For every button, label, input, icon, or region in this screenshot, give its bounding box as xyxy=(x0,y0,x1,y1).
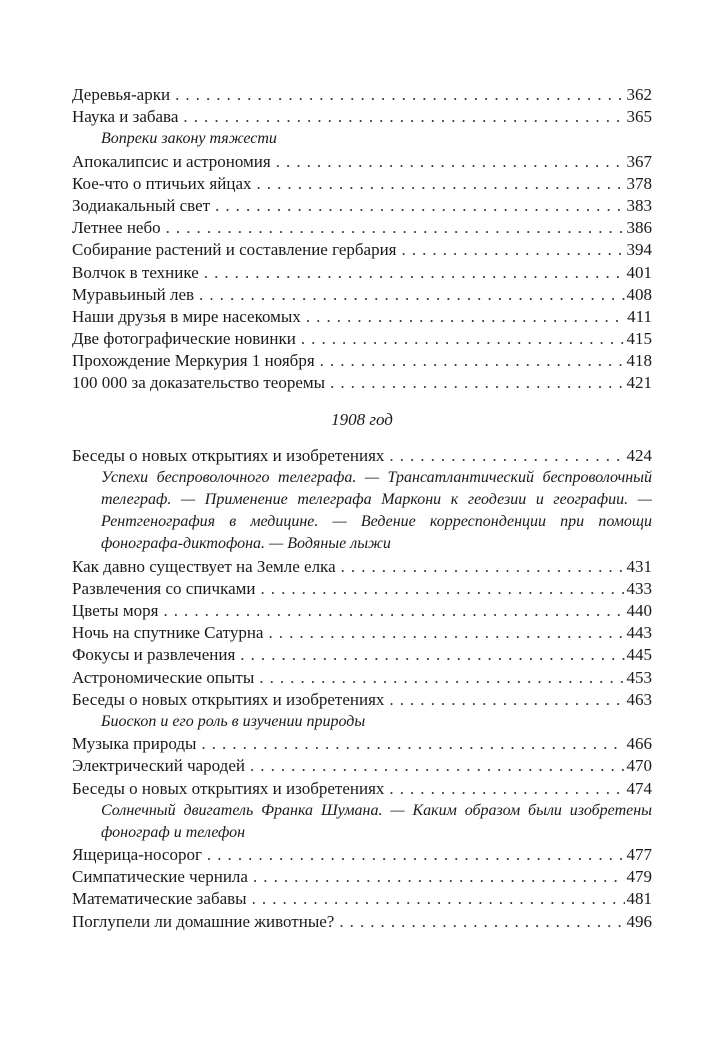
entry-page: 463 xyxy=(626,689,652,709)
entry-title: Две фотографические новинки xyxy=(72,329,296,349)
toc-entry xyxy=(72,689,652,711)
entry-page: 401 xyxy=(626,262,652,282)
toc-entry xyxy=(72,778,652,800)
entry-page: 443 xyxy=(626,623,652,643)
dot-leader xyxy=(260,578,624,600)
entry-page: 479 xyxy=(626,867,652,887)
entry-page: 453 xyxy=(626,667,652,687)
entry-subtitle: Солнечный двигатель Франка Шумана. — Каким образом были изобретены фонограф и телефон xyxy=(101,801,652,841)
toc-entry xyxy=(72,106,652,128)
toc-entry xyxy=(72,556,652,578)
toc-entry xyxy=(72,306,652,328)
entry-page: 367 xyxy=(626,151,652,171)
entry-page: 470 xyxy=(626,756,652,776)
dot-leader xyxy=(320,350,625,372)
entry-subtitle: Успехи беспроволочного телеграфа. — Трансатлантический беспроволочный телеграф. — Применение телеграфа Маркони к геодезии и географии. — Рентгенография в медицине. — Ведение корреспонденции при помощи фонографа-диктофона. — Водяные лыжи xyxy=(101,468,652,553)
entry-page: 365 xyxy=(626,107,652,127)
entry-page: 386 xyxy=(626,218,652,238)
toc-entry xyxy=(72,84,652,106)
toc-entry xyxy=(72,372,652,394)
entry-subtitle: Биоскоп и его роль в изучении природы xyxy=(101,712,366,730)
toc-entry xyxy=(72,239,652,261)
entry-title: Развлечения со спичками xyxy=(72,578,256,598)
dot-leader xyxy=(389,778,624,800)
dot-leader xyxy=(389,445,624,467)
toc-entry xyxy=(72,600,652,622)
dot-leader xyxy=(402,239,625,261)
entry-title: Наука и забава xyxy=(72,107,179,127)
entry-title: Зодиакальный свет xyxy=(72,195,211,215)
dot-leader xyxy=(306,306,625,328)
entry-title: Летнее небо xyxy=(72,218,161,238)
entry-page: 445 xyxy=(626,645,652,665)
toc-entry xyxy=(72,911,652,933)
entry-title: Беседы о новых открытиях и изобретениях xyxy=(72,445,385,465)
dot-leader xyxy=(301,328,625,350)
toc-entry xyxy=(72,445,652,467)
toc-entry xyxy=(72,644,652,666)
dot-leader xyxy=(166,217,625,239)
toc-entry xyxy=(72,328,652,350)
entry-title: Ящерица-носорог xyxy=(72,845,202,865)
toc-entry xyxy=(72,195,652,217)
toc-entry xyxy=(72,866,652,888)
entry-page: 466 xyxy=(626,734,652,754)
entry-page: 383 xyxy=(626,195,652,215)
entry-page: 411 xyxy=(627,306,652,326)
entry-subtitle: Вопреки закону тяжести xyxy=(101,130,277,148)
entry-title: Поглупели ли домашние животные? xyxy=(72,911,335,931)
dot-leader xyxy=(252,888,625,910)
toc-entry xyxy=(72,217,652,239)
entry-page: 378 xyxy=(626,173,652,193)
dot-leader xyxy=(183,106,624,128)
toc-entry xyxy=(72,733,652,755)
dot-leader xyxy=(341,556,625,578)
toc-entry xyxy=(72,888,652,910)
entry-page: 474 xyxy=(626,778,652,798)
entry-title: Симпатические чернила xyxy=(72,867,248,887)
entry-title: 100 000 за доказательство теоремы xyxy=(72,373,326,393)
entry-page: 424 xyxy=(626,445,652,465)
entry-title: Ночь на спутнике Сатурна xyxy=(72,623,264,643)
entry-title: Беседы о новых открытиях и изобретениях xyxy=(72,778,385,798)
dot-leader xyxy=(259,667,624,689)
dot-leader xyxy=(389,689,624,711)
dot-leader xyxy=(204,262,625,284)
dot-leader xyxy=(163,600,624,622)
dot-leader xyxy=(257,173,625,195)
dot-leader xyxy=(175,84,624,106)
dot-leader xyxy=(339,911,624,933)
entry-title: Математические забавы xyxy=(72,889,247,909)
entry-page: 421 xyxy=(626,373,652,393)
toc-entry xyxy=(72,262,652,284)
entry-page: 394 xyxy=(626,240,652,260)
table-of-contents xyxy=(72,84,652,933)
entry-page: 496 xyxy=(626,911,652,931)
entry-title: Деревья-арки xyxy=(72,85,171,104)
dot-leader xyxy=(240,644,624,666)
dot-leader xyxy=(276,151,625,173)
entry-title: Цветы моря xyxy=(72,601,159,620)
entry-title: Беседы о новых открытиях и изобретениях xyxy=(72,689,385,709)
entry-page: 362 xyxy=(626,85,652,104)
dot-leader xyxy=(330,372,624,394)
toc-entry xyxy=(72,667,652,689)
toc-entry xyxy=(72,284,652,306)
entry-title: Прохождение Меркурия 1 ноября xyxy=(72,351,315,371)
entry-page: 431 xyxy=(626,556,652,576)
entry-page: 418 xyxy=(626,351,652,371)
entry-title: Электрический чародей xyxy=(72,756,245,776)
toc-entry xyxy=(72,151,652,173)
entry-title: Апокалипсис и астрономия xyxy=(72,151,271,171)
toc-entry xyxy=(72,173,652,195)
entry-page: 477 xyxy=(626,845,652,865)
toc-entry xyxy=(72,844,652,866)
toc-entry xyxy=(72,578,652,600)
year-heading: 1908 год xyxy=(331,409,393,429)
dot-leader xyxy=(201,733,624,755)
entry-title: Собирание растений и составление гербария xyxy=(72,240,397,260)
dot-leader xyxy=(250,755,625,777)
dot-leader xyxy=(215,195,624,217)
entry-page: 408 xyxy=(626,284,652,304)
entry-title: Астрономические опыты xyxy=(72,667,255,687)
entry-page: 440 xyxy=(626,601,652,620)
entry-title: Наши друзья в мире насекомых xyxy=(72,306,301,326)
entry-title: Волчок в технике xyxy=(72,262,199,282)
entry-page: 433 xyxy=(626,578,652,598)
entry-title: Кое-что о птичьих яйцах xyxy=(72,173,252,193)
dot-leader xyxy=(199,284,624,306)
toc-entry xyxy=(72,622,652,644)
entry-title: Муравьиный лев xyxy=(72,284,195,304)
dot-leader xyxy=(253,866,625,888)
toc-entry xyxy=(72,755,652,777)
entry-page: 415 xyxy=(626,329,652,349)
entry-title: Как давно существует на Земле елка xyxy=(72,556,336,576)
dot-leader xyxy=(207,844,625,866)
entry-title: Музыка природы xyxy=(72,734,197,754)
entry-page: 481 xyxy=(626,889,652,909)
toc-entry xyxy=(72,350,652,372)
dot-leader xyxy=(268,622,624,644)
entry-title: Фокусы и развлечения xyxy=(72,645,236,665)
